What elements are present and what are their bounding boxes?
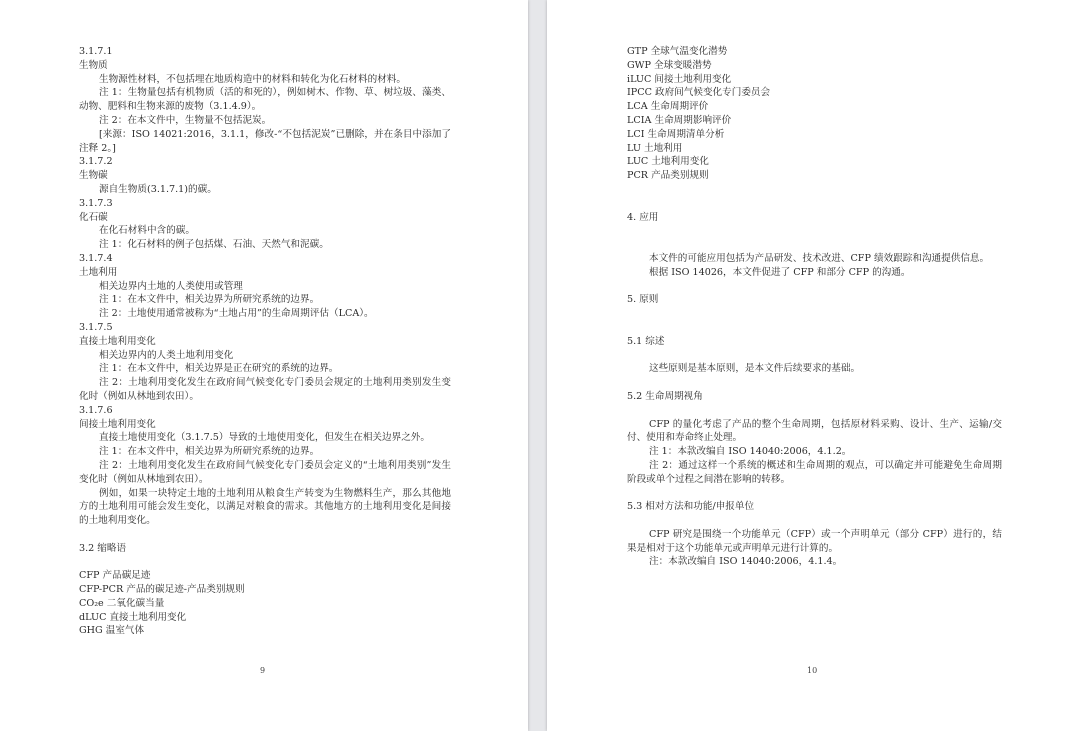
subsection-heading: 5.1 综述 (627, 335, 665, 347)
abbreviation: LUC 土地利用变化 (627, 156, 709, 168)
paragraph: 根据 ISO 14026，本文件促进了 CFP 和部分 CFP 的沟通。 (649, 266, 911, 278)
page-9 (0, 0, 528, 731)
term-heading: 生物质 (79, 59, 108, 71)
clause-number: 3.1.7.2 (79, 156, 113, 168)
clause-number: 3.1.7.3 (79, 197, 113, 209)
term-heading: 化石碳 (79, 211, 108, 223)
term-heading: 直接土地利用变化 (79, 335, 156, 347)
subsection-heading: 5.3 相对方法和功能/申报单位 (627, 501, 755, 513)
note: 注 2：通过这样一个系统的概述和生命周期的观点，可以确定并可能避免生命周期阶段或单个过程之间潜在影响的转移。 (627, 459, 1002, 485)
clause-number: 3.1.7.4 (79, 252, 113, 264)
note: 注 2：土地利用变化发生在政府间气候变化专门委员会定义的“土地利用类别”发生变化时（例如从林地到农田）。 (79, 459, 451, 485)
subsection-heading: 5.2 生命周期视角 (627, 390, 703, 402)
note: 注 1：在本文件中，相关边界为所研究系统的边界。 (99, 446, 320, 458)
paragraph: 这些原则是基本原则，是本文件后续要求的基础。 (649, 363, 861, 375)
abbreviation: CFP 产品碳足迹 (79, 570, 151, 582)
note: 注 1：在本文件中，相关边界为所研究系统的边界。 (99, 294, 320, 306)
note: 注 1：本款改编自 ISO 14040:2006，4.1.2。 (649, 446, 852, 458)
abbreviation: LCI 生命周期清单分析 (627, 128, 725, 140)
term-definition: 直接土地使用变化（3.1.7.5）导致的土地使用变化，但发生在相关边界之外。 (99, 432, 430, 444)
abbreviation: CO₂e 二氧化碳当量 (79, 597, 165, 609)
page-9-text (79, 45, 451, 638)
term-definition: 源自生物质(3.1.7.1)的碳。 (99, 183, 217, 195)
abbreviation: dLUC 直接土地利用变化 (79, 611, 187, 623)
abbreviation: GTP 全球气温变化潜势 (627, 46, 728, 57)
clause-number: 3.1.7.5 (79, 321, 113, 333)
section-heading: 5. 原则 (627, 294, 659, 306)
abbreviation: PCR 产品类别规则 (627, 170, 709, 182)
note: 注：本款改编自 ISO 14040:2006，4.1.4。 (649, 556, 843, 568)
note: 注 2：土地利用变化发生在政府间气候变化专门委员会规定的土地利用类别发生变化时（例如从林地到农田）。 (79, 377, 451, 402)
paragraph: CFP 的量化考虑了产品的整个生命周期，包括原材料采购、设计、生产、运输/交付、使用和寿命终止处理。 (627, 418, 1002, 444)
abbreviation: iLUC 间接土地利用变化 (627, 73, 732, 85)
paragraph: CFP 研究是围绕一个功能单元（CFP）或一个声明单元（部分 CFP）进行的，结果是相对于这个功能单元或声明单元进行计算的。 (627, 528, 1002, 554)
term-definition: 相关边界内土地的人类使用或管理 (99, 280, 243, 292)
term-definition: 生物源性材料，不包括埋在地质构造中的材料和转化为化石材料的材料。 (99, 73, 406, 85)
page-number: 10 (807, 666, 818, 675)
term-heading: 间接土地利用变化 (79, 418, 156, 430)
abbreviation: GWP 全球变暖潜势 (627, 59, 712, 71)
note: 注 1：化石材料的例子包括煤、石油、天然气和泥碳。 (99, 239, 329, 251)
abbreviation: LCIA 生命周期影响评价 (627, 114, 732, 126)
section-heading: 4. 应用 (627, 211, 659, 223)
term-heading: 生物碳 (79, 170, 108, 182)
term-definition: 在化石材料中含的碳。 (99, 225, 195, 237)
abbreviation: GHG 温室气体 (79, 625, 145, 637)
page-10 (547, 0, 1080, 731)
source-note: [来源：ISO 14021:2016，3.1.1，修改-“不包括泥炭”已删除，并在条目中添加了注释 2。] (79, 128, 451, 154)
paragraph: 本文件的可能应用包括为产品研发、技术改进、CFP 绩效跟踪和沟通提供信息。 (649, 252, 990, 264)
note: 注 2：在本文件中，生物量不包括泥炭。 (99, 114, 272, 126)
abbreviation: LU 土地利用 (627, 142, 683, 154)
example: 例如，如果一块特定土地的土地利用从粮食生产转变为生物燃料生产，那么其他地方的土地利用可能会发生变化，以满足对粮食的需求。其他地方的土地利用变化是间接的土地利用变化。 (79, 487, 451, 527)
abbreviation: IPCC 政府间气候变化专门委员会 (627, 87, 771, 99)
abbreviation: CFP-PCR 产品的碳足迹-产品类别规则 (79, 584, 245, 596)
note: 注 2：土地使用通常被称为“土地占用”的生命周期评估（LCA）。 (99, 308, 374, 320)
clause-number: 3.1.7.6 (79, 404, 113, 416)
abbreviation: LCA 生命周期评价 (627, 101, 709, 113)
note: 注 1：在本文件中，相关边界是正在研究的系统的边界。 (99, 363, 339, 375)
term-heading: 土地利用 (79, 266, 118, 278)
clause-number: 3.1.7.1 (79, 46, 113, 57)
section-heading: 3.2 缩略语 (79, 542, 127, 554)
note: 注 1：生物量包括有机物质（活的和死的），例如树木、作物、草、树垃圾、藻类、动物、肥料和生物来源的废物（3.1.4.9）。 (79, 87, 451, 113)
page-number: 9 (260, 666, 266, 675)
page-10-text (627, 45, 1002, 569)
term-definition: 相关边界内的人类土地利用变化 (99, 349, 234, 361)
